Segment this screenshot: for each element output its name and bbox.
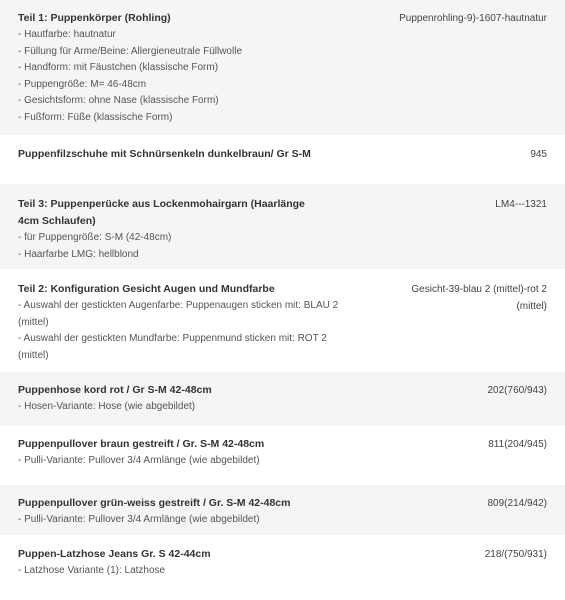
item-details — [18, 146, 418, 163]
item-sku: 218/(750/931) — [484, 549, 547, 560]
item-option: - Gesichtsform: ohne Nase (klassische Form) — [18, 95, 219, 106]
order-item-row — [0, 485, 565, 535]
item-title: Puppenpullover braun gestreift / Gr. S-M 42-48cm — [18, 438, 265, 450]
item-option: - Auswahl der gestickten Augenfarbe: Puppenaugen sticken mit: BLAU 2 (mittel) — [18, 300, 339, 328]
item-option: - Hautfarbe: hautnatur — [18, 29, 116, 40]
item-sku: 811(204/945) — [488, 439, 547, 450]
item-title: Teil 2: Konfiguration Gesicht Augen und Mundfarbe — [18, 283, 275, 295]
item-option: - Auswahl der gestickten Mundfarbe: Puppenmund sticken mit: ROT 2 (mittel) — [18, 333, 327, 361]
item-sku: LM4---1321 — [495, 199, 547, 210]
item-sku: 202(760/943) — [487, 385, 547, 396]
item-option: - Haarfarbe LMG: hellblond — [18, 248, 139, 260]
item-option: - Hosen-Variante: Hose (wie abgebildet) — [18, 401, 196, 412]
order-item-row — [0, 535, 565, 590]
item-option: - Handform: mit Fäustchen (klassische Form) — [18, 62, 219, 73]
item-option: - Pulli-Variante: Pullover 3/4 Armlänge (wie abgebildet) — [18, 514, 260, 525]
item-sku: Gesicht-39-blau 2 (mittel)-rot 2 (mittel) — [411, 284, 547, 312]
order-item-row — [0, 269, 565, 372]
item-title: Puppenfilzschuhe mit Schnürsenkeln dunkelbraun/ Gr S-M — [18, 148, 311, 160]
item-title: Puppenpullover grün-weiss gestreift / Gr. S-M 42-48cm — [18, 497, 291, 509]
order-item-row — [0, 426, 565, 485]
item-details — [18, 495, 353, 529]
order-item-row — [0, 184, 565, 269]
order-item-row — [0, 135, 565, 184]
item-details — [18, 196, 328, 263]
item-option: - Pulli-Variante: Pullover 3/4 Armlänge (wie abgebildet) — [18, 455, 260, 466]
order-item-row — [0, 0, 565, 135]
item-details — [18, 281, 353, 364]
item-title: Puppenhose kord rot / Gr S-M 42-48cm — [18, 384, 212, 396]
item-sku: 809(214/942) — [487, 498, 547, 509]
item-option: - Puppengröße: M= 46-48cm — [18, 78, 147, 90]
item-option: - Füllung für Arme/Beine: Allergieneutrale Füllwolle — [18, 45, 242, 57]
item-option: - Fußform: Füße (klassische Form) — [18, 111, 173, 123]
item-details — [18, 382, 353, 416]
item-option: - für Puppengröße: S-M (42-48cm) — [18, 232, 172, 243]
item-sku: 945 — [530, 149, 547, 160]
item-details — [18, 10, 353, 126]
item-title: Puppen-Latzhose Jeans Gr. S 42-44cm — [18, 548, 211, 560]
item-sku: Puppenrohling-9)-1607-hautnatur — [399, 13, 547, 24]
order-item-row — [0, 372, 565, 426]
item-title: Teil 1: Puppenkörper (Rohling) — [18, 12, 171, 24]
item-details — [18, 436, 353, 470]
item-option: - Latzhose Variante (1): Latzhose — [18, 565, 166, 576]
item-details — [18, 546, 353, 580]
item-title: Teil 3: Puppenperücke aus Lockenmohairgarn (Haarlänge 4cm Schlaufen) — [18, 198, 305, 227]
